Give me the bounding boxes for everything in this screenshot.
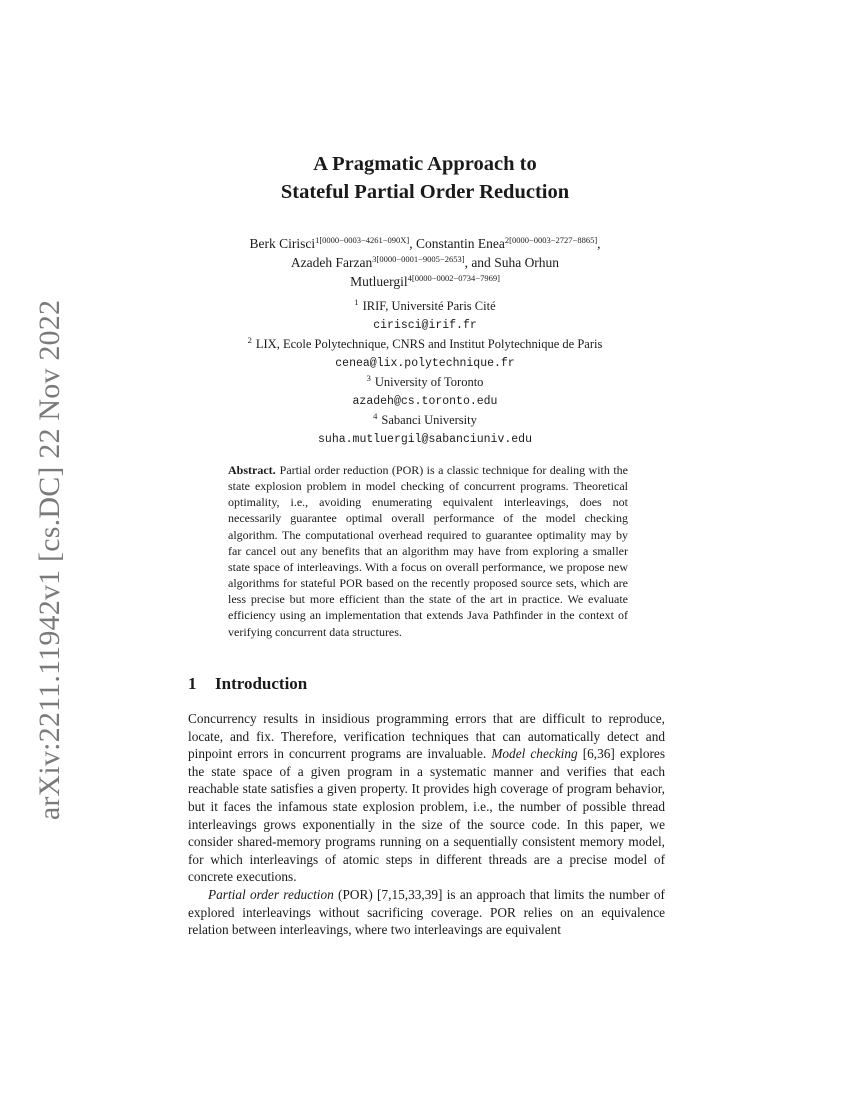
title-line-1: A Pragmatic Approach to bbox=[313, 153, 537, 175]
arxiv-identifier: arXiv:2211.11942v1 [cs.DC] 22 Nov 2022 bbox=[33, 299, 66, 821]
affiliation-name: IRIF, Université Paris Cité bbox=[362, 299, 496, 313]
paragraph-text: [6,36] explores the state space of a given program in a systematic manner and verifies that each reachable state satisfies a given property. It provides high coverage of program behavior, but it faces the infamous state explosion problem, i.e., the number of possible thread interleavings grows exponentially in the size of the source code. In this paper, we consider shared-memory programs running on a sequentially consistent memory model, for which interleavings of atomic steps in different threads are a precise model of concrete executions. bbox=[188, 746, 665, 885]
paper-title bbox=[0, 150, 850, 206]
orcid-id: 3[0000−0001−9005−2653] bbox=[372, 254, 465, 264]
emphasized-term: Model checking bbox=[491, 746, 578, 762]
emphasized-term: Partial order reduction bbox=[208, 886, 334, 902]
orcid-id: 1[0000−0003−4261−090X] bbox=[315, 235, 410, 245]
affiliation-number: 4 bbox=[373, 411, 378, 421]
author-name: Constantin Enea bbox=[416, 236, 505, 251]
affiliation bbox=[0, 373, 850, 392]
affiliation-name: University of Toronto bbox=[374, 375, 484, 389]
author-list bbox=[0, 234, 850, 291]
author-separator: , bbox=[409, 236, 413, 251]
affiliation-number: 2 bbox=[247, 335, 252, 345]
author-name: Suha Orhun bbox=[494, 255, 560, 270]
orcid-id: 4[0000−0002−0734−7969] bbox=[407, 273, 500, 283]
affiliation-email: cirisci@irif.fr bbox=[373, 319, 477, 332]
affiliation bbox=[0, 335, 850, 354]
author-name: Mutluergil bbox=[350, 274, 408, 289]
paragraph bbox=[188, 886, 665, 939]
section-number: 1 bbox=[188, 674, 197, 693]
title-line-2: Stateful Partial Order Reduction bbox=[280, 181, 570, 203]
affiliation-list bbox=[0, 297, 850, 449]
abstract-label: Abstract. bbox=[228, 463, 276, 477]
affiliation-email: suha.mutluergil@sabanciuniv.edu bbox=[318, 433, 532, 446]
author-separator: , and bbox=[464, 255, 491, 270]
affiliation bbox=[0, 297, 850, 316]
affiliation-number: 3 bbox=[366, 373, 371, 383]
affiliation-email: azadeh@cs.toronto.edu bbox=[352, 395, 498, 408]
affiliation-email: cenea@lix.polytechnique.fr bbox=[335, 357, 515, 370]
paragraph bbox=[188, 710, 665, 886]
orcid-id: 2[0000−0003−2727−8865] bbox=[504, 235, 598, 245]
author-line-1 bbox=[0, 234, 850, 253]
body-text bbox=[188, 710, 665, 939]
author-line-3 bbox=[0, 272, 850, 291]
author-line-2 bbox=[0, 253, 850, 272]
author-separator: , bbox=[597, 236, 601, 251]
affiliation-name: Sabanci University bbox=[381, 413, 477, 427]
section-heading bbox=[188, 674, 307, 694]
section-title: Introduction bbox=[215, 674, 308, 693]
affiliation bbox=[0, 411, 850, 430]
abstract-text: Partial order reduction (POR) is a classic technique for dealing with the state explosion problem in model checking of concurrent programs. Theoretical optimality, i.e., avoiding enumerating equivalent interleavings, does not necessarily guarantee optimal overall performance of the model checking algorithm. The computational overhead required to guarantee optimality may by far cancel out any benefits that an algorithm may have from exploring a smaller state space of interleavings. With a focus on overall performance, we propose new algorithms for stateful POR based on the recently proposed source sets, which are less precise but more efficient than the state of the art in practice. We evaluate efficiency using an implementation that extends Java Pathfinder in the context of verifying concurrent data structures. bbox=[228, 463, 628, 639]
affiliation-number: 1 bbox=[354, 297, 359, 307]
paragraph-text: Concurrency results in insidious programming errors that are difficult to reproduce, locate, and fix. Therefore, verification techniques that can automatically detect and pinpoint errors in concurrent programs are invaluable. bbox=[188, 711, 665, 762]
author-name: Berk Cirisci bbox=[249, 236, 316, 251]
affiliation-name: LIX, Ecole Polytechnique, CNRS and Institut Polytechnique de Paris bbox=[255, 337, 603, 351]
author-name: Azadeh Farzan bbox=[290, 255, 373, 270]
paragraph-text: (POR) [7,15,33,39] is an approach that limits the number of explored interleavings without sacrificing coverage. POR relies on an equivalence relation between interleavings, where two interleavings are equivalent bbox=[188, 886, 665, 938]
abstract bbox=[228, 462, 628, 640]
